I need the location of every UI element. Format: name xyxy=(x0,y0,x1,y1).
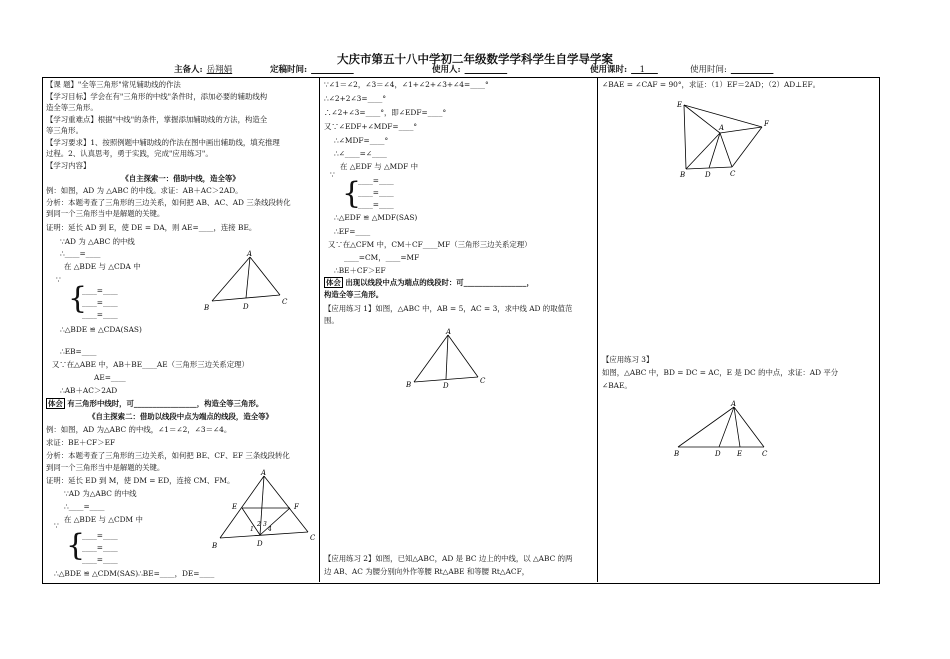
left-brace-icon: { xyxy=(68,281,88,316)
class-period: 使用课时: __1___ xyxy=(590,65,658,75)
proof-step: ∴____=____ xyxy=(64,502,105,511)
user: 使用人: __________ xyxy=(432,65,508,75)
vertex-a-label: A xyxy=(247,250,253,258)
example-one-statement: 例：如图，AD 为 △ABC 的中线。求证：AB＋AC＞2AD。 xyxy=(46,186,243,195)
vertex-f-label: F xyxy=(764,120,769,128)
requirement-line: 【学习要求】1、按照例题中辅助线的作法在图中画出辅助线，填充推理 xyxy=(46,138,280,147)
vertex-c-label: C xyxy=(762,450,768,458)
vertex-c-label: C xyxy=(282,298,288,306)
proof-step: ∴____=____ xyxy=(60,249,101,258)
triangle-figure-5 xyxy=(672,399,777,459)
note-two: 体会 出现以线段中点为端点的线段时：可_________________， xyxy=(326,278,534,287)
left-brace-icon: { xyxy=(342,176,362,211)
proof-line: 证明：延长 AD 到 E，使 DE = DA，则 AE=____，连接 BE。 xyxy=(46,223,257,232)
proof-step: ∴EB=____ xyxy=(60,347,97,356)
vertex-d-label: D xyxy=(715,450,721,458)
vertex-b-label: B xyxy=(212,542,218,550)
proof-step: ∴△BDE ≌ △CDM(SAS)∴BE=____，DE=____ xyxy=(54,569,215,578)
proof-step: ∴∠____=∠____ xyxy=(334,149,387,158)
triangle-figure-4 xyxy=(672,97,782,179)
topic-line: 【课 题】"全等三角形"常见辅助线的作法 xyxy=(46,80,181,89)
triangle-figure-2 xyxy=(210,468,315,553)
vertex-a-label: A xyxy=(719,124,725,132)
proof-step: ____=____ xyxy=(82,286,118,295)
proof-step: ____=____ xyxy=(82,310,118,319)
goal-line-2: 造全等三角形。 xyxy=(46,103,98,112)
vertex-a-label: A xyxy=(731,400,737,408)
column-middle xyxy=(320,77,598,582)
column-right xyxy=(598,77,878,582)
practice-one: 【应用练习 1】如图，△ABC 中，AB = 5，AC = 3，求中线 AD 的取值范 xyxy=(324,304,573,313)
proof-step: 又∵在△CFM 中，CM＋CF____MF（三角形三边关系定理） xyxy=(328,240,532,249)
vertex-a-label: A xyxy=(446,328,452,336)
proof-line: 证明：延长 ED 到 M，使 DM = ED，连接 CM、FM。 xyxy=(46,476,235,485)
angle-4-label: 4 xyxy=(268,526,272,533)
use-time: 使用时间: __________ xyxy=(690,65,774,75)
proof-step: ∵AD 为 △ABC 的中线 xyxy=(60,237,135,246)
proof-step: ∵AD 为△ABC 的中线 xyxy=(64,489,137,498)
proof-step: ∴∠2+2∠3=____° xyxy=(324,94,387,103)
vertex-e-label: E xyxy=(232,503,238,511)
proof-step: ____=____ xyxy=(358,176,394,185)
explore-one-heading: 《自主探索一：借助中线，造全等》 xyxy=(121,174,240,183)
proof-step: ∴AB＋AC＞2AD xyxy=(60,386,118,395)
content-heading: 【学习内容】 xyxy=(46,161,91,170)
vertex-b-label: B xyxy=(406,381,412,389)
vertex-d-label: D xyxy=(443,382,449,389)
vertex-d-label: D xyxy=(257,540,263,548)
proof-step: ∴EF=____ xyxy=(334,227,371,236)
example-two-goal: 求证：BE＋CF＞EF xyxy=(46,438,116,447)
analysis-line: 分析：本题考查了三角形的三边关系，如何把 AB、AC、AD 三条线段转化 xyxy=(46,198,291,207)
practice-one-line-2: 围。 xyxy=(324,316,339,325)
analysis-line-2: 到同一个三角形当中是解题的关键。 xyxy=(46,209,165,218)
triangle-figure-3 xyxy=(406,327,496,389)
requirement-line-2: 过程。2、认真思考，勇于实践，完成"应用练习"。 xyxy=(46,149,213,158)
proof-step: ____=____ xyxy=(358,188,394,197)
proof-step: ____=____ xyxy=(358,200,394,209)
goal-line: 【学习目标】学会在有"三角形的中线"条件时，添加必要的辅助线构 xyxy=(46,92,268,101)
triangle-figure-1 xyxy=(202,249,292,314)
analysis-line: 分析：本题考查了三角形的三边关系，如何把 BE、CF、EF 三条线段转化 xyxy=(46,451,290,460)
key-line: 【学习重难点】根据"中线"的条件，掌握添加辅助线的方法，构造全 xyxy=(46,115,268,124)
page-title: 大庆市第五十八中学初二年级数学学科学生自学导学案 xyxy=(337,52,613,66)
example-two-statement: 例：如图，AD 为△ABC 的中线，∠1＝∠2，∠3＝∠4。 xyxy=(46,425,232,434)
vertex-d-label: D xyxy=(705,171,711,179)
note-one: 体会 有三角形中线时，可_________________，构造全等三角形。 xyxy=(48,399,264,408)
because-symbol: ∵ xyxy=(330,170,335,179)
proof-step: ∵∠1＝∠2，∠3＝∠4，∠1+∠2+∠3+∠4=____° xyxy=(324,80,489,89)
proof-step: ∴∠MDF=____° xyxy=(334,136,389,145)
vertex-c-label: C xyxy=(730,170,736,178)
practice-three-line-2: 如图，△ABC 中，BD = DC = AC，E 是 DC 的中点，求证：AD 平分 xyxy=(602,368,839,377)
column-left xyxy=(42,77,320,582)
proof-step: ____=____ xyxy=(82,555,118,564)
angle-3-label: 3 xyxy=(263,521,267,528)
proof-step: 在 △BDE 与 △CDA 中 xyxy=(64,262,141,271)
proof-step: ____=____ xyxy=(82,298,118,307)
proof-step: 又∵在△ABE 中，AB＋BE____AE（三角形三边关系定理） xyxy=(52,360,249,369)
because-symbol: ∵ xyxy=(54,521,59,530)
vertex-c-label: C xyxy=(310,534,315,542)
practice-two: 【应用练习 2】如图，已知△ABC，AD 是 BC 边上的中线，以 △ABC 的两 xyxy=(324,554,573,563)
analysis-line-2: 到同一个三角形当中是解题的关键。 xyxy=(46,463,165,472)
proof-step: ∴△BDE ≌ △CDA(SAS) xyxy=(60,325,142,334)
preparer: 主备人: 岳翔娟 xyxy=(174,65,233,75)
vertex-a-label: A xyxy=(261,469,267,477)
proof-step: AE=____ xyxy=(94,373,126,382)
proof-step: ∴△EDF ≌ △MDF(SAS) xyxy=(334,213,418,222)
proof-step: 在 △BDE 与 △CDM 中 xyxy=(64,515,143,524)
because-symbol: ∵ xyxy=(56,275,61,284)
vertex-e-label: E xyxy=(677,101,683,109)
vertex-d-label: D xyxy=(243,303,249,311)
finalize-time: 定稿时间: __________ xyxy=(270,65,354,75)
practice-three-line-3: ∠BAE。 xyxy=(602,381,632,390)
practice-two-continued: ∠BAE = ∠CAF = 90°，求证：（1）EF＝2AD；（2）AD⊥EF。 xyxy=(602,80,821,89)
practice-three: 【应用练习 3】 xyxy=(602,355,654,364)
vertex-b-label: B xyxy=(204,304,210,312)
note-two-line-2: 构造全等三角形。 xyxy=(324,290,384,299)
proof-step: ____=____ xyxy=(82,543,118,552)
explore-two-heading: 《自主探索二：借助以线段中点为端点的线段，造全等》 xyxy=(88,412,273,421)
vertex-f-label: F xyxy=(294,503,299,511)
proof-step: ____=CM，____=MF xyxy=(344,253,420,262)
left-brace-icon: { xyxy=(66,528,86,563)
vertex-b-label: B xyxy=(680,171,686,179)
proof-step: ∴BE＋CF＞EF xyxy=(334,266,386,275)
proof-step: 又∵∠EDF+∠MDF=____° xyxy=(324,122,418,131)
key-line-2: 等三角形。 xyxy=(46,126,83,135)
angle-1-label: 1 xyxy=(250,526,254,533)
proof-step: ____=____ xyxy=(82,531,118,540)
vertex-e-label: E xyxy=(737,450,743,458)
proof-step: 在 △EDF 与 △MDF 中 xyxy=(340,162,419,171)
vertex-c-label: C xyxy=(480,377,486,385)
proof-step: ∴∠2+∠3=____°，即∠EDF=____° xyxy=(324,108,447,117)
angle-2-label: 2 xyxy=(257,521,261,528)
vertex-b-label: B xyxy=(674,450,680,458)
practice-two-line-2: 边 AB、AC 为腰分别向外作等腰 Rt△ABE 和等腰 Rt△ACF， xyxy=(324,567,530,576)
